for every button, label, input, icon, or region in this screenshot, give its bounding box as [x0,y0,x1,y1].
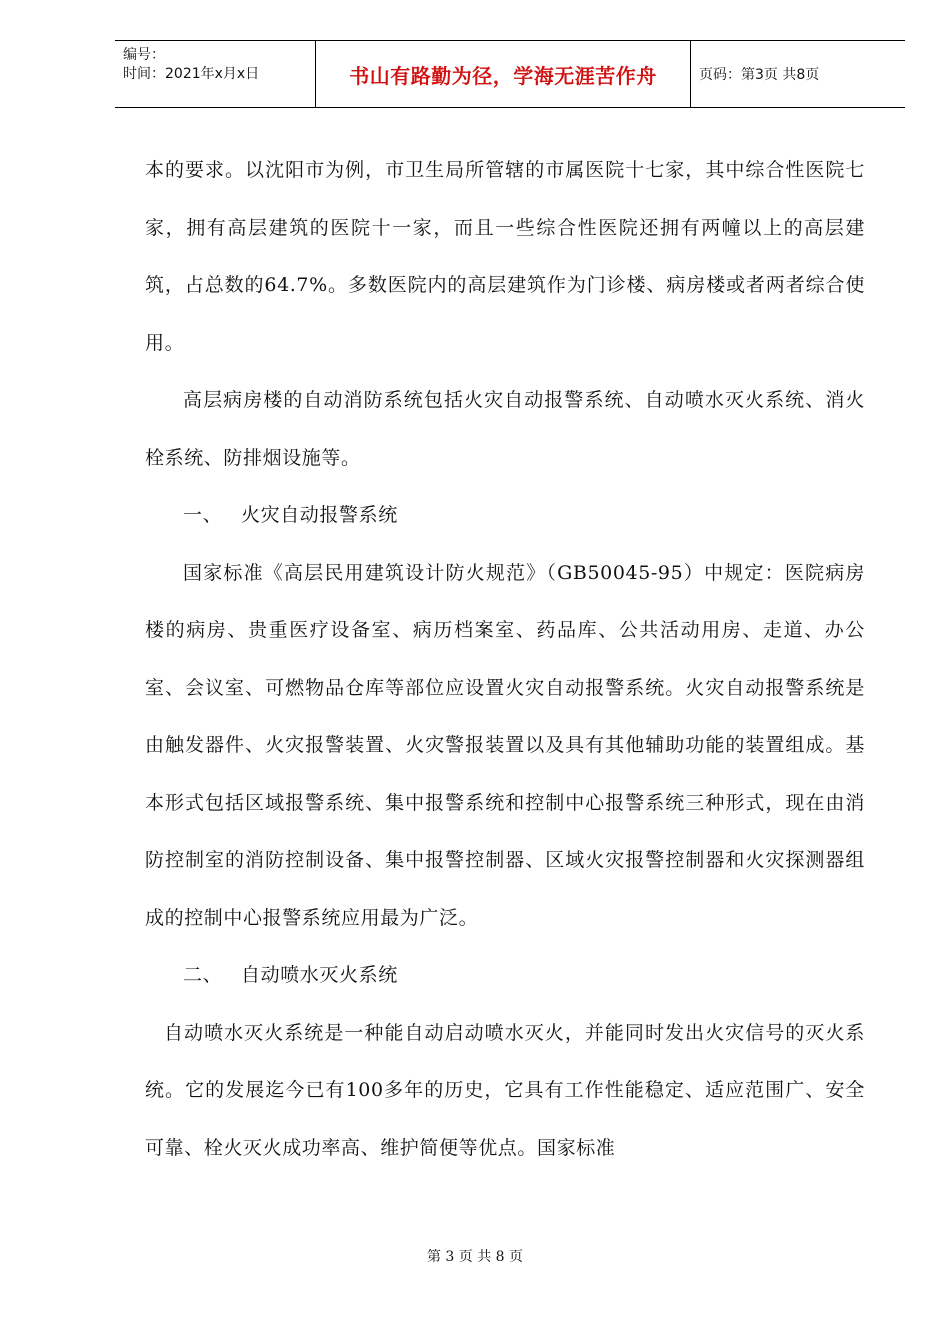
section-number: 一、 [183,504,223,526]
header-meta [115,41,316,107]
page-footer: 第 3 页 共 8 页 [426,1249,524,1265]
section-heading [145,947,865,1005]
body-paragraph: 高层病房楼的自动消防系统包括火灾自动报警系统、自动喷水灭火系统、消火栓系统、防排烟设施等。 [145,389,865,469]
body-paragraph: 国家标准《高层民用建筑设计防火规范》（GB50045-95）中规定：医院病房楼的病房、贵重医疗设备室、病历档案室、药品库、公共活动用房、走道、办公室、会议室、可燃物品仓库等部位应设置火灾自动报警系统。火灾自动报警系统是由触发器件、火灾报警装置、火灾警报装置以及具有其他辅助功能的装置组成。基本形式包括区域报警系统、集中报警系统和控制中心报警系统三种形式，现在由消防控制室的消防控制设备、集中报警控制器、区域火灾报警控制器和火灾探测器组成的控制中心报警系统应用最为广泛。 [145,561,865,929]
header-page-info: 页码：第3页 共8页 [699,67,820,83]
section-heading [145,487,865,545]
motto-text: 书山有路勤为径，学海无涯苦作舟 [349,63,657,88]
body-paragraph: 本的要求。以沈阳市为例，市卫生局所管辖的市属医院十七家，其中综合性医院七家，拥有高层建筑的医院十一家，而且一些综合性医院还拥有两幢以上的高层建筑，占总数的64.7%。多数医院内的高层建筑作为门诊楼、病房楼或者两者综合使用。 [145,159,865,354]
page-header [115,40,905,108]
document-number-label: 编号： [123,47,165,63]
section-title: 火灾自动报警系统 [241,504,398,526]
header-motto [316,41,691,107]
document-time-label: 时间：2021年x月x日 [123,66,260,82]
section-title: 自动喷水灭火系统 [241,964,398,986]
body-paragraph: 自动喷水灭火系统是一种能自动启动喷水灭火，并能同时发出火灾信号的灭火系统。它的发展迄今已有100多年的历史，它具有工作性能稳定、适应范围广、安全可靠、栓火灭火成功率高、维护简便等优点。国家标准 [145,1021,865,1159]
section-number: 二、 [183,964,223,986]
document-body [145,142,865,1177]
